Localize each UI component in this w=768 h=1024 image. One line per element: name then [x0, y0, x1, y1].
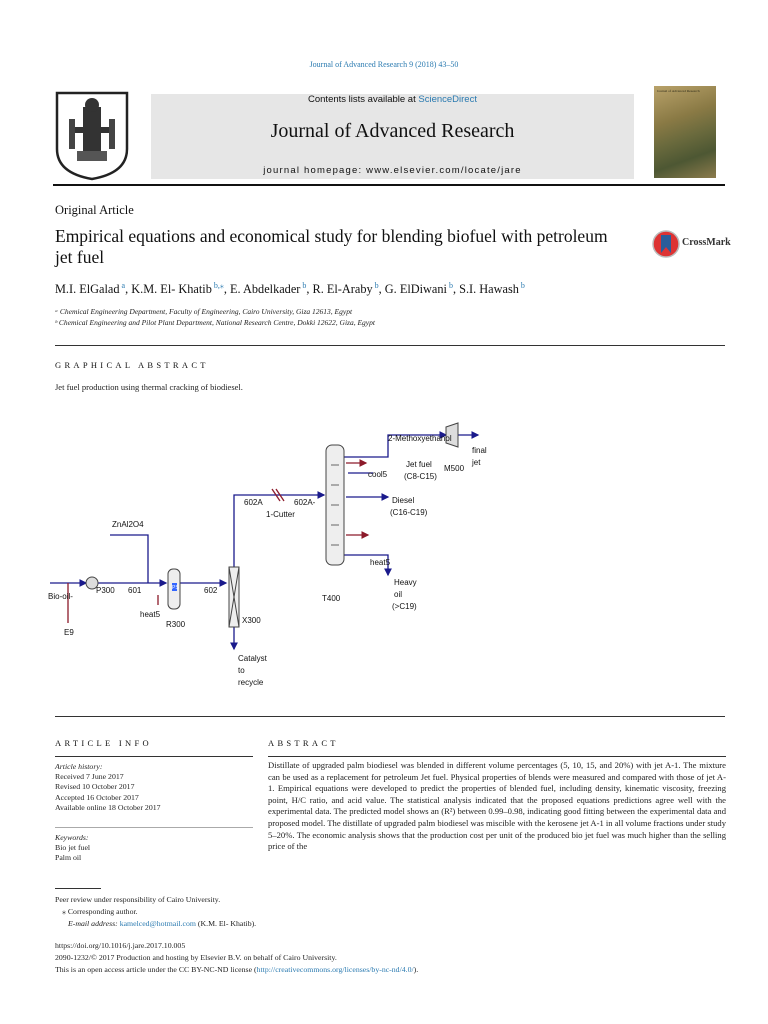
- author-list: M.I. ElGalad $^a$, K.M. El- Khatib $^{b,⁎}$, E. Abdelkader $^b$, R. El-Araby $^b$, G. ElDiwani $^b$, S.I. Hawash $^b$: [55, 281, 525, 297]
- author-name: R. El-Araby: [312, 282, 373, 297]
- diagram-label: 601: [128, 586, 142, 595]
- diagram-label: PS: [172, 585, 179, 591]
- history-item: Revised 10 October 2017: [55, 782, 135, 792]
- diagram-label: final: [472, 446, 487, 455]
- graphical-abstract-caption: Jet fuel production using thermal cracking of biodiesel.: [55, 382, 243, 392]
- diagram-label: heat5: [140, 610, 161, 619]
- history-item: Received 7 June 2017: [55, 772, 124, 782]
- diagram-label: Jet fuel: [406, 460, 432, 469]
- author-name: G. ElDiwani: [384, 282, 447, 297]
- email-owner: (K.M. El- Khatib).: [195, 919, 257, 928]
- diagram-label: jet: [472, 458, 481, 467]
- diagram-label: E9: [64, 628, 74, 637]
- diagram-label: recycle: [238, 678, 264, 687]
- history-item: Accepted 16 October 2017: [55, 792, 139, 802]
- author-affil-marker[interactable]: b: [302, 281, 307, 290]
- author-name: K.M. El- Khatib: [131, 282, 212, 297]
- license-link[interactable]: http://creativecommons.org/licenses/by-nc-nd/4.0/: [256, 965, 414, 974]
- header-divider: [53, 184, 725, 186]
- keywords-block: [55, 833, 90, 864]
- author-name: M.I. ElGalad: [55, 282, 120, 297]
- author-name: S.I. Hawash: [459, 282, 519, 297]
- diagram-label: T400: [322, 594, 341, 603]
- author-affil-marker[interactable]: b: [448, 281, 453, 290]
- diagram-label: M500: [444, 464, 465, 473]
- sciencedirect-link[interactable]: ScienceDirect: [418, 94, 477, 105]
- copyright-note: 2090-1232/© 2017 Production and hosting by Elsevier B.V. on behalf of Cairo University.: [55, 953, 337, 962]
- diagram-label: Heavy: [394, 578, 417, 587]
- history-item: Available online 18 October 2017: [55, 802, 161, 812]
- crossmark-icon: [652, 229, 680, 259]
- cairo-university-logo: [53, 89, 131, 181]
- journal-cover-image: [654, 86, 716, 178]
- diagram-label: 602A-: [294, 498, 316, 507]
- keywords-divider: [55, 827, 253, 828]
- diagram-label: R300: [166, 620, 186, 629]
- diagram-label: 1-Cutter: [266, 510, 295, 519]
- author-affil-marker[interactable]: b,⁎: [213, 281, 224, 290]
- diagram-label: 602: [204, 586, 218, 595]
- corresponding-author-note: ⁎ Corresponding author.: [62, 907, 138, 916]
- journal-homepage[interactable]: journal homepage: www.elsevier.com/locate/jare: [263, 165, 522, 176]
- diagram-label: 2-Methoxyethanol: [388, 434, 452, 443]
- section-divider: [55, 716, 725, 717]
- process-flow-diagram: [48, 405, 548, 705]
- article-info-divider: [55, 756, 253, 757]
- contents-availability: Contents lists available at ScienceDirect: [308, 94, 477, 105]
- author-affil-marker[interactable]: b: [374, 281, 379, 290]
- keyword: Bio jet fuel: [55, 843, 91, 853]
- diagram-label: X300: [242, 616, 261, 625]
- affiliation-a: ᵃ Chemical Engineering Department, Faculty of Engineering, Cairo University, Giza 12613, Egypt: [55, 307, 353, 316]
- diagram-label: ZnAl2O4: [112, 520, 144, 529]
- journal-name: Journal of Advanced Research: [270, 120, 515, 142]
- history-label: Article history:: [55, 762, 103, 771]
- diagram-label: Catalyst: [238, 654, 267, 663]
- email-link[interactable]: kamelced@hotmail.com: [119, 919, 196, 928]
- peer-review-note: Peer review under responsibility of Cairo University.: [55, 895, 221, 904]
- section-divider: [55, 345, 725, 346]
- author-affil-marker[interactable]: a: [121, 281, 126, 290]
- journal-cover-title: Journal of Advanced Research: [657, 89, 700, 93]
- keyword: Palm oil: [55, 853, 82, 863]
- footnote-divider: [55, 888, 101, 889]
- affiliation-b: ᵇ Chemical Engineering and Pilot Plant Department, National Research Centre, Dokki 12622, Giza, Egypt: [55, 318, 375, 327]
- diagram-label: (>C19): [392, 602, 417, 611]
- journal-citation[interactable]: Journal of Advanced Research 9 (2018) 43–50: [309, 60, 459, 69]
- diagram-label: heat5: [370, 558, 391, 567]
- license-note: This is an open access article under the CC BY-NC-ND license (http://creativecommons.org/licenses/by-nc-nd/4.0/).: [55, 965, 419, 974]
- diagram-label: oil: [394, 590, 403, 599]
- article-history: [55, 762, 161, 813]
- crossmark-badge[interactable]: [652, 229, 731, 259]
- diagram-label: P300: [96, 586, 115, 595]
- diagram-label: 602A: [244, 498, 263, 507]
- abstract-heading: ABSTRACT: [268, 738, 339, 748]
- diagram-label: to: [238, 666, 245, 675]
- abstract-text: Distillate of upgraded palm biodiesel was blended in different volume percentages (5, 10, 15, and 20%) with jet A-1. The mixture can be used as a replacement for petroleum Jet fuel. Physical properties of blends were measured and compared with those of jet A-1. Empirical equations were developed to predict the properties of blended fuel, including density, kinematic viscosity, freezing point, H/C ratio, and acid value. The statistical analysis indicated that the proposed equations predictions agree well with the experimental data. The predicted model shows an (R²) between 0.99–0.98, indicating good fitting between the experimental data and proposed model. The distillate of upgraded palm biodiesel was miscible with the kerosene jet A-1 in all volume fractions under study 5–20%. The economic analysis shows that the production cost per unit of the produced bio jet fuel was much higher than the selling price of the: [268, 760, 726, 852]
- author-affil-marker[interactable]: b: [520, 281, 525, 290]
- diagram-label: cool5: [368, 470, 388, 479]
- email-label: E-mail address:: [68, 919, 120, 928]
- doi-link[interactable]: https://doi.org/10.1016/j.jare.2017.10.005: [55, 941, 186, 950]
- crossmark-label: CrossMark: [682, 237, 731, 248]
- article-title: Empirical equations and economical study for blending biofuel with petroleum jet fuel: [55, 226, 608, 267]
- keywords-label: Keywords:: [55, 833, 89, 842]
- diagram-label: Diesel: [392, 496, 415, 505]
- abstract-divider: [268, 756, 726, 757]
- diagram-label: (C16-C19): [390, 508, 428, 517]
- author-name: E. Abdelkader: [230, 282, 301, 297]
- diagram-label: (C8-C15): [404, 472, 437, 481]
- email-note: [68, 919, 256, 928]
- graphical-abstract-heading: GRAPHICAL ABSTRACT: [55, 360, 209, 370]
- article-info-heading: ARTICLE INFO: [55, 738, 152, 748]
- diagram-label: Bio-oil-: [48, 592, 73, 601]
- article-type: Original Article: [55, 203, 134, 217]
